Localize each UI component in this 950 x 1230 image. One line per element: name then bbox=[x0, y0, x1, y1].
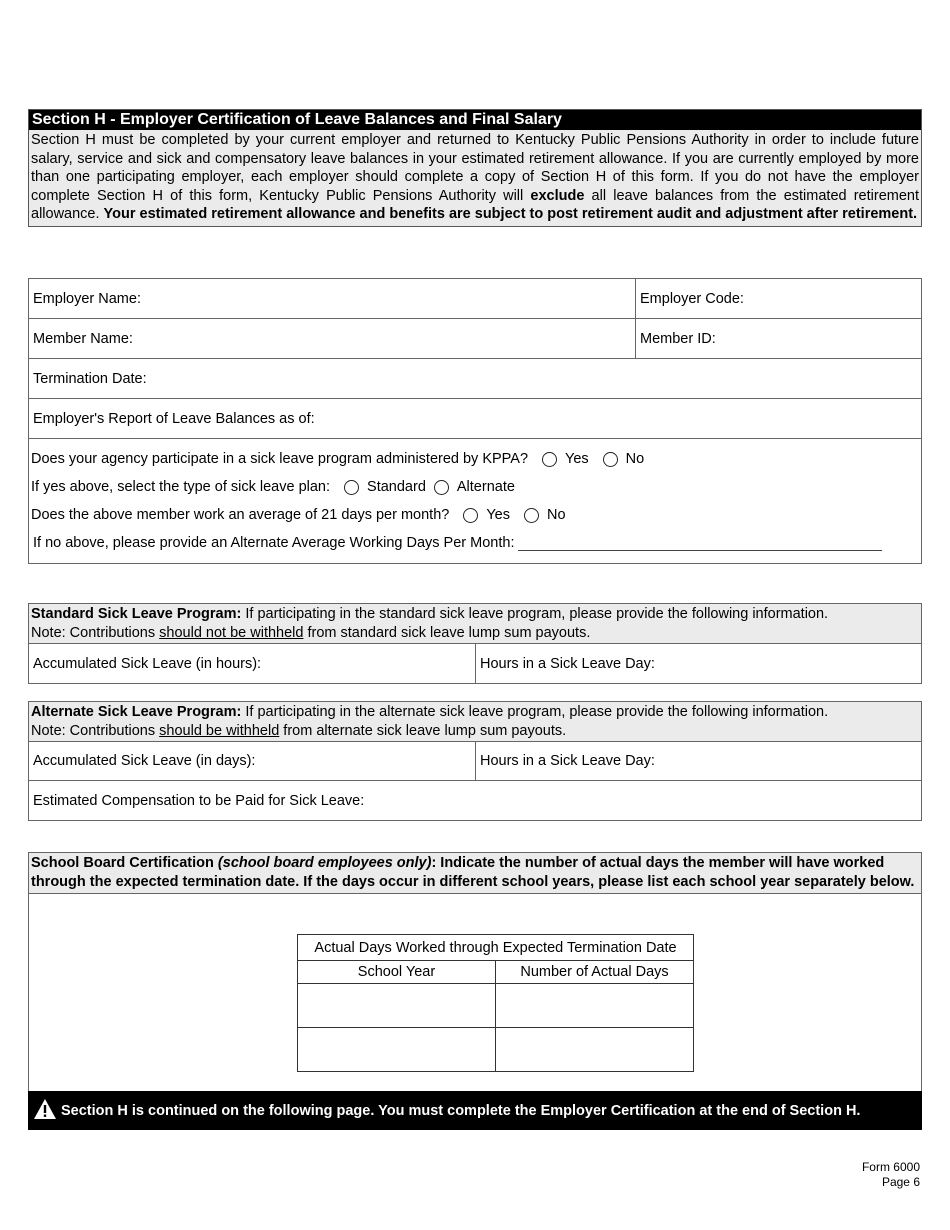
actual-days-header: Number of Actual Days bbox=[496, 961, 694, 984]
q3-no-label: No bbox=[546, 507, 566, 523]
alternate-note-underlined: should be withheld bbox=[159, 722, 280, 739]
intro-text-cont: all leave balances from the estimated retirement allowance. bbox=[31, 187, 919, 223]
form-number: Form 6000 bbox=[861, 1160, 920, 1174]
termination-date-field[interactable] bbox=[29, 359, 921, 399]
standard-accum-field[interactable] bbox=[29, 644, 476, 683]
school-board-header bbox=[29, 853, 921, 894]
q2-standard-label: Standard bbox=[367, 479, 426, 495]
actual-days-cell[interactable] bbox=[496, 984, 694, 1028]
employer-code-label: Employer Code: bbox=[640, 290, 744, 307]
school-year-cell[interactable] bbox=[298, 1028, 496, 1072]
estimated-compensation-field[interactable] bbox=[29, 781, 921, 820]
standard-title: Standard Sick Leave Program: bbox=[31, 606, 242, 622]
standard-sick-leave-box bbox=[28, 603, 922, 684]
member-id-field[interactable] bbox=[636, 319, 716, 358]
standard-accum-label: Accumulated Sick Leave (in hours): bbox=[33, 655, 262, 672]
alternate-title: Alternate Sick Leave Program: bbox=[31, 704, 242, 720]
question-21-days bbox=[31, 501, 919, 529]
standard-note-a: Note: Contributions bbox=[31, 624, 160, 641]
alternate-accum-field[interactable] bbox=[29, 742, 476, 780]
q2-standard-radio[interactable] bbox=[344, 480, 359, 495]
q4-label: If no above, please provide an Alternate Average Working Days Per Month: bbox=[33, 535, 515, 551]
q3-yes-label: Yes bbox=[486, 507, 510, 523]
standard-header bbox=[29, 604, 921, 644]
alternate-accum-label: Accumulated Sick Leave (in days): bbox=[33, 753, 256, 770]
question-alt-days bbox=[31, 529, 919, 557]
continued-banner bbox=[28, 1091, 922, 1130]
intro-bold-exclude: exclude bbox=[530, 187, 585, 204]
alt-days-input[interactable] bbox=[518, 535, 882, 551]
alternate-desc: If participating in the alternate sick leave program, please provide the following information. bbox=[241, 704, 829, 720]
member-row bbox=[29, 319, 921, 359]
standard-note-underlined: should not be withheld bbox=[159, 624, 304, 641]
question-plan-type bbox=[31, 473, 919, 501]
section-h-intro bbox=[29, 130, 921, 226]
standard-hours-field[interactable] bbox=[476, 656, 655, 672]
question-kppa-program bbox=[31, 445, 919, 473]
alternate-hours-label: Hours in a Sick Leave Day: bbox=[480, 753, 655, 770]
q1-no-label: No bbox=[625, 451, 645, 467]
alternate-header bbox=[29, 702, 921, 742]
actual-days-table bbox=[297, 934, 694, 1072]
q2-alternate-radio[interactable] bbox=[434, 480, 449, 495]
q3-yes-radio[interactable] bbox=[463, 508, 478, 523]
member-id-label: Member ID: bbox=[640, 330, 716, 347]
page-footer bbox=[862, 1160, 920, 1190]
school-board-text: : Indicate the number of actual days the member will have worked through the expected termination date. If the days occur in different school years, please list each school year separately below. bbox=[31, 855, 915, 890]
q2-label: If yes above, select the type of sick leave plan: bbox=[31, 479, 331, 495]
standard-row bbox=[29, 644, 921, 683]
report-as-of-label: Employer's Report of Leave Balances as of: bbox=[33, 410, 315, 427]
actual-days-cell[interactable] bbox=[496, 1028, 694, 1072]
alternate-note-a: Note: Contributions bbox=[31, 722, 160, 739]
q1-yes-radio[interactable] bbox=[542, 452, 557, 467]
member-name-field[interactable] bbox=[29, 319, 636, 358]
school-year-cell[interactable] bbox=[298, 984, 496, 1028]
estimated-compensation-label: Estimated Compensation to be Paid for Sick Leave: bbox=[33, 792, 365, 809]
q3-no-radio[interactable] bbox=[524, 508, 539, 523]
q1-yes-label: Yes bbox=[565, 451, 589, 467]
employer-code-field[interactable] bbox=[636, 279, 744, 318]
intro-text: Section H must be completed by your current employer and returned to Kentucky Public Pensions Authority in order to include future salary, service and sick and compensatory leave balances in your estimated retirement allowance. If you are currently employed by more than one participating employer, each employer should complete a copy of Section H of this form. If you do not have the employer complete Section H of this form, Kentucky Public Pensions Authority will bbox=[31, 132, 919, 204]
alternate-hours-field[interactable] bbox=[476, 753, 655, 769]
alternate-row bbox=[29, 742, 921, 781]
alternate-note-b: from alternate sick leave lump sum payouts. bbox=[279, 722, 567, 739]
sick-leave-questions bbox=[29, 439, 921, 563]
alternate-sick-leave-box bbox=[28, 701, 922, 821]
section-h-title: Section H - Employer Certification of Leave Balances and Final Salary bbox=[29, 110, 921, 130]
q1-no-radio[interactable] bbox=[603, 452, 618, 467]
school-board-title: School Board Certification bbox=[31, 855, 218, 871]
q1-label: Does your agency participate in a sick leave program administered by KPPA? bbox=[31, 451, 529, 467]
school-year-header: School Year bbox=[298, 961, 496, 984]
employer-info-table bbox=[28, 278, 922, 564]
standard-desc: If participating in the standard sick leave program, please provide the following information. bbox=[241, 606, 829, 622]
q3-label: Does the above member work an average of 21 days per month? bbox=[31, 507, 450, 523]
employer-name-label: Employer Name: bbox=[33, 290, 141, 307]
standard-hours-label: Hours in a Sick Leave Day: bbox=[480, 655, 655, 672]
continued-text: Section H is continued on the following page. You must complete the Employer Certification at the end of Section H. bbox=[61, 1102, 861, 1119]
employer-row bbox=[29, 279, 921, 319]
employer-name-field[interactable] bbox=[29, 279, 636, 318]
school-board-title-italic: (school board employees only) bbox=[217, 855, 432, 871]
section-h-header bbox=[28, 109, 922, 227]
warning-icon bbox=[33, 1098, 57, 1124]
standard-note-b: from standard sick leave lump sum payouts. bbox=[303, 624, 591, 641]
termination-date-label: Termination Date: bbox=[33, 370, 147, 387]
q2-alternate-label: Alternate bbox=[456, 479, 515, 495]
intro-bold-audit: Your estimated retirement allowance and benefits are subject to post retirement audit and adjustment after retirement. bbox=[103, 206, 918, 223]
member-name-label: Member Name: bbox=[33, 330, 133, 347]
page-number: Page 6 bbox=[881, 1175, 920, 1189]
report-as-of-field[interactable] bbox=[29, 399, 921, 439]
actual-days-caption: Actual Days Worked through Expected Termination Date bbox=[298, 935, 694, 961]
